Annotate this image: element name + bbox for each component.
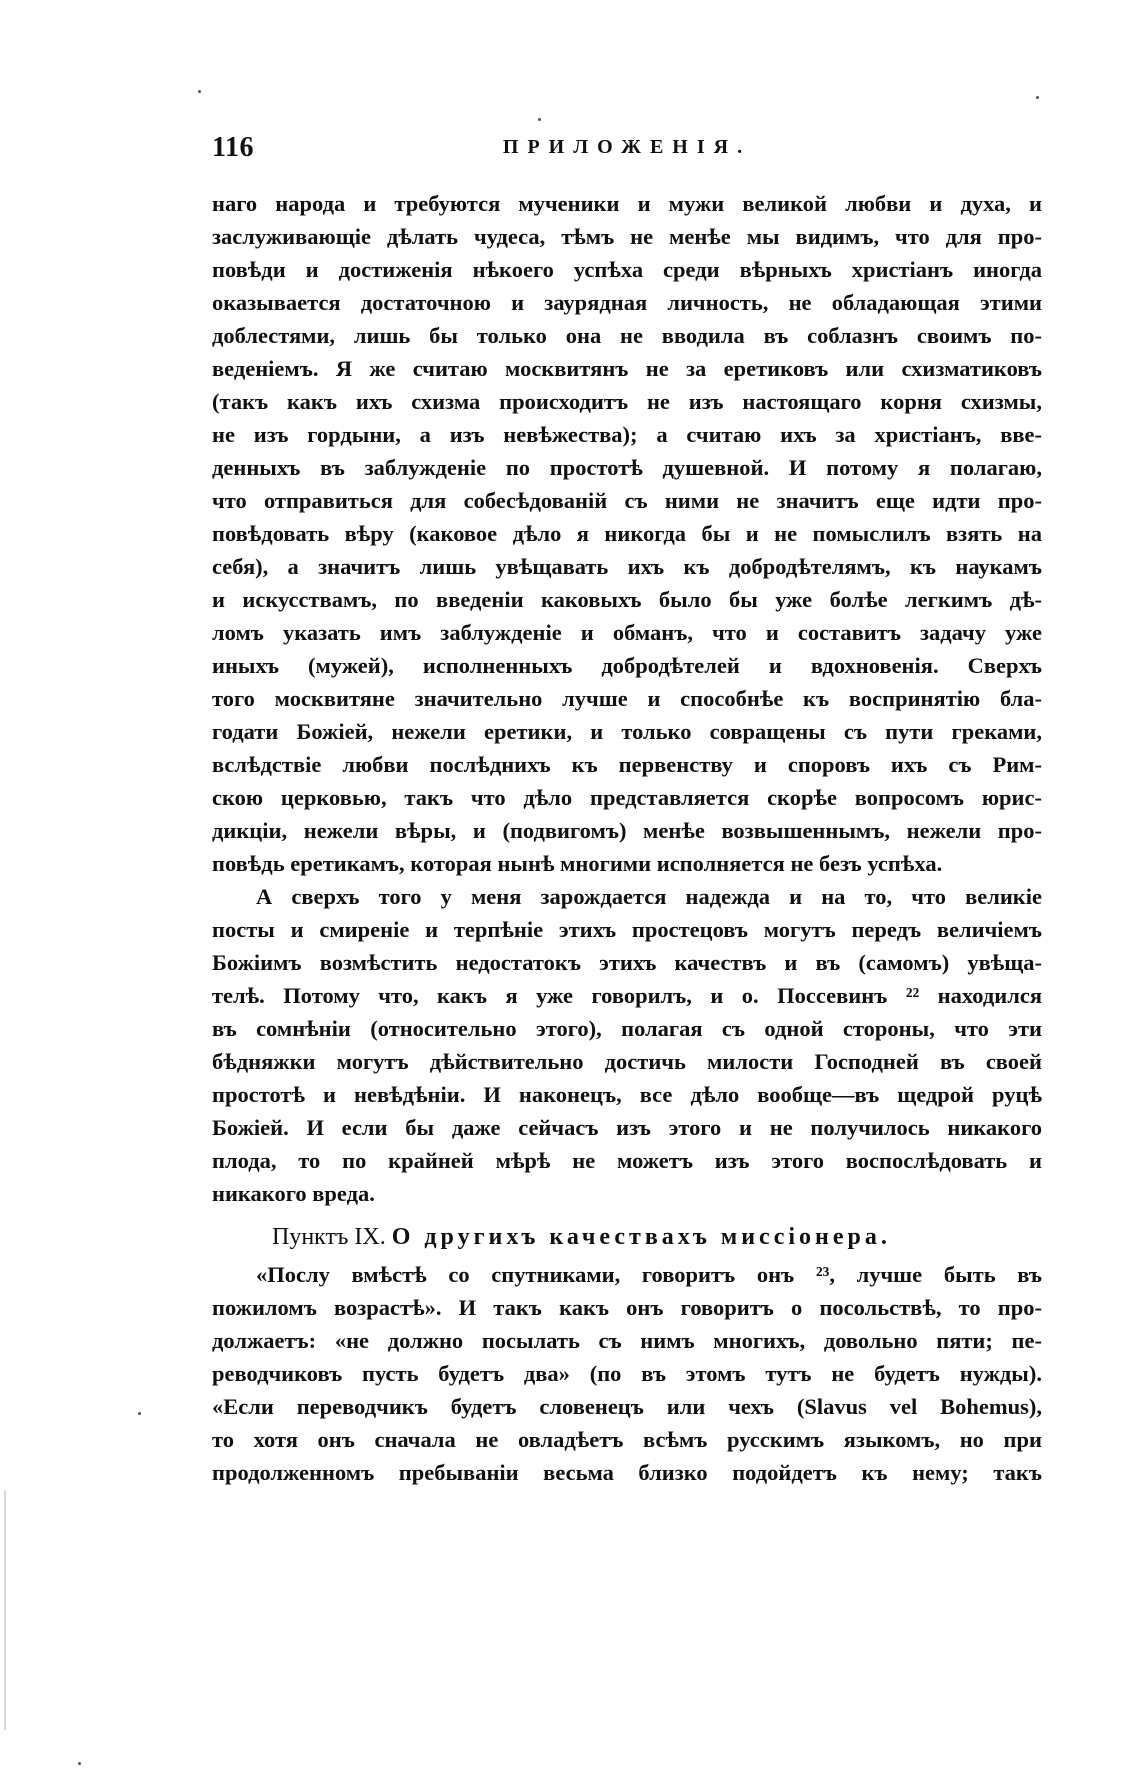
scan-speck	[1036, 96, 1039, 99]
text-line: повѣдь еретикамъ, которая нынѣ многими исполняется не безъ успѣха.	[212, 851, 943, 876]
text-line: повѣди и достиженія нѣкоего успѣха среди вѣрныхъ христіанъ иногда	[212, 257, 1042, 282]
text-line: вслѣдствіе любви послѣднихъ къ первенству и споровъ ихъ съ Рим-	[212, 752, 1042, 777]
text-line: въ сомнѣніи (относительно этого), полагая съ одной стороны, что эти	[212, 1016, 1042, 1041]
text-line: денныхъ въ заблужденіе по простотѣ душевной. И потому я полагаю,	[212, 455, 1042, 480]
text-line: Божіимъ возмѣстить недостатокъ этихъ качествъ и въ (самомъ) увѣща-	[212, 950, 1042, 975]
text-line: скою церковью, такъ что дѣло представляется скорѣе вопросомъ юрис-	[212, 785, 1042, 810]
text-line: себя), а значитъ лишь увѣщавать ихъ къ добродѣтелямъ, къ наукамъ	[212, 554, 1042, 579]
text-line: и искусствамъ, по введеніи каковыхъ было бы уже болѣе легкимъ дѣ-	[212, 587, 1042, 612]
text-line: заслуживающіе дѣлать чудеса, тѣмъ не менѣе мы видимъ, что для про-	[212, 224, 1042, 249]
scan-speck	[78, 1762, 81, 1765]
running-header	[212, 132, 1042, 172]
text-line: плода, то по крайней мѣрѣ не можетъ изъ этого воспослѣдовать и	[212, 1148, 1042, 1173]
scan-speck	[538, 118, 541, 121]
text-line: повѣдовать вѣру (каковое дѣло я никогда бы и не помыслилъ взять на	[212, 521, 1042, 546]
text-line: ломъ указать имъ заблужденіе и обманъ, что и составитъ задачу уже	[212, 620, 1042, 645]
text-line: наго народа и требуются мученики и мужи великой любви и духа, и	[212, 191, 1042, 216]
text-line: что отправиться для собесѣдованій съ ними не значитъ еще идти про-	[212, 488, 1042, 513]
section-heading-title: О другихъ качествахъ миссіонера.	[391, 1224, 891, 1250]
text-line: годати Божіей, нежели еретики, и только совращены съ пути греками,	[212, 719, 1042, 744]
paragraph-3	[212, 1258, 1042, 1489]
scan-speck	[198, 90, 201, 93]
page-number: 116	[212, 132, 254, 163]
scan-speck	[138, 1412, 141, 1415]
text-line: Божіей. И если бы даже сейчасъ изъ этого и не получилось никакого	[212, 1115, 1042, 1140]
section-heading-prefix: Пунктъ IX.	[272, 1224, 386, 1250]
text-line: того москвитяне значительно лучше и способнѣе къ воспринятію бла-	[212, 686, 1042, 711]
text-line: не изъ гордыни, а изъ невѣжества); а считаю ихъ за христіанъ, вве-	[212, 422, 1042, 447]
text-line: (такъ какъ ихъ схизма происходитъ не изъ настоящаго корня схизмы,	[212, 389, 1042, 414]
paragraph-2	[212, 880, 1042, 1210]
body-text	[212, 187, 1042, 1489]
running-title: ПРИЛОЖЕНІЯ.	[502, 136, 752, 158]
text-line: простотѣ и невѣдѣніи. И наконецъ, все дѣло вообще—въ щедрой руцѣ	[212, 1082, 1042, 1107]
text-line: бѣдняжки могутъ дѣйствительно достичь милости Господней въ своей	[212, 1049, 1042, 1074]
text-line: реводчиковъ пусть будетъ два» (по въ этомъ тутъ не будетъ нужды).	[212, 1361, 1042, 1386]
scan-edge-line	[4, 1490, 6, 1730]
text-line: то хотя онъ сначала не овладѣетъ всѣмъ русскимъ языкомъ, но при	[212, 1427, 1042, 1452]
text-line: А сверхъ того у меня зарождается надежда и на то, что великіе	[256, 884, 1042, 909]
text-line: никакого вреда.	[212, 1181, 375, 1206]
text-line: пожиломъ возрастѣ». И такъ какъ онъ говоритъ о посольствѣ, то про-	[212, 1295, 1042, 1320]
section-heading	[212, 1216, 1042, 1258]
text-line: веденіемъ. Я же считаю москвитянъ не за еретиковъ или схизматиковъ	[212, 356, 1042, 381]
paragraph-1	[212, 187, 1042, 880]
text-line: телѣ. Потому что, какъ я уже говорилъ, и о. Поссевинъ ²² находился	[212, 983, 1042, 1008]
text-line: дикціи, нежели вѣры, и (подвигомъ) менѣе возвышеннымъ, нежели про-	[212, 818, 1042, 843]
text-line: «Послу вмѣстѣ со спутниками, говоритъ онъ ²³, лучше быть въ	[256, 1262, 1042, 1287]
text-line: «Если переводчикъ будетъ словенецъ или чехъ (Slavus vel Bohemus),	[212, 1394, 1042, 1419]
text-line: доблестями, лишь бы только она не вводила въ соблазнъ своимъ по-	[212, 323, 1042, 348]
text-line: иныхъ (мужей), исполненныхъ добродѣтелей и вдохновенія. Сверхъ	[212, 653, 1042, 678]
text-line: посты и смиреніе и терпѣніе этихъ простецовъ могутъ передъ величіемъ	[212, 917, 1042, 942]
text-line: продолженномъ пребываніи весьма близко подойдетъ къ нему; такъ	[212, 1460, 1042, 1485]
text-line: оказывается достаточною и заурядная личность, не обладающая этими	[212, 290, 1042, 315]
text-line: должаетъ: «не должно посылать съ нимъ многихъ, довольно пяти; пе-	[212, 1328, 1042, 1353]
